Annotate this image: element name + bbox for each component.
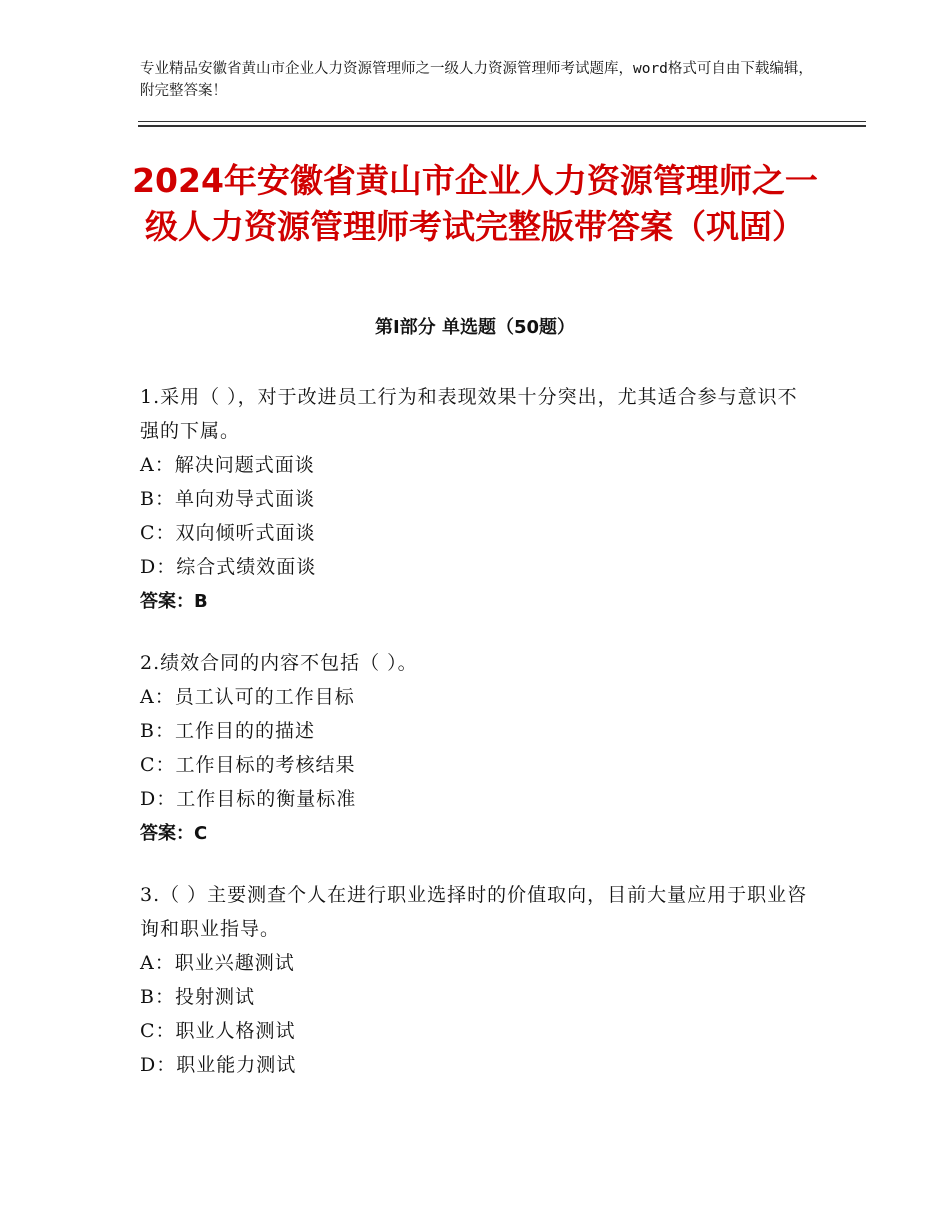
question-stem: 3.（ ）主要测查个人在进行职业选择时的价值取向，目前大量应用于职业咨询和职业指导。 [140, 884, 808, 940]
answer-line: 答案：C [140, 823, 208, 844]
option-c: C：职业人格测试 [140, 1020, 296, 1042]
option-a: A：解决问题式面谈 [140, 454, 315, 476]
option-d: D：工作目标的衡量标准 [140, 788, 357, 810]
section-heading: 第Ⅰ部分 单选题（50题） [374, 317, 575, 338]
option-c: C：双向倾听式面谈 [140, 522, 316, 544]
question-3 [140, 878, 810, 1082]
option-d: D：综合式绩效面谈 [140, 556, 317, 578]
option-c: C：工作目标的考核结果 [140, 754, 356, 776]
option-b: B：工作目的的描述 [140, 720, 315, 742]
option-b: B：投射测试 [140, 986, 255, 1008]
option-b: B：单向劝导式面谈 [140, 488, 315, 510]
option-a: A：员工认可的工作目标 [140, 686, 355, 708]
option-d: D：职业能力测试 [140, 1054, 297, 1076]
header-rule-thin [138, 121, 866, 122]
answer-line: 答案：B [140, 591, 208, 612]
document-title: 2024年安徽省黄山市企业人力资源管理师之一级人力资源管理师考试完整版带答案（巩固） [132, 161, 818, 246]
question-stem: 1.采用（ ），对于改进员工行为和表现效果十分突出，尤其适合参与意识不强的下属。 [140, 386, 798, 442]
header-note: 专业精品安徽省黄山市企业人力资源管理师之一级人力资源管理师考试题库，word格式可自由下载编辑，附完整答案！ [140, 61, 813, 99]
option-a: A：职业兴趣测试 [140, 952, 295, 974]
question-stem: 2.绩效合同的内容不包括（ ）。 [140, 652, 418, 674]
question-1 [140, 380, 810, 620]
question-2 [140, 646, 810, 852]
question-list [140, 380, 810, 1108]
header-rule-thick [138, 125, 866, 127]
